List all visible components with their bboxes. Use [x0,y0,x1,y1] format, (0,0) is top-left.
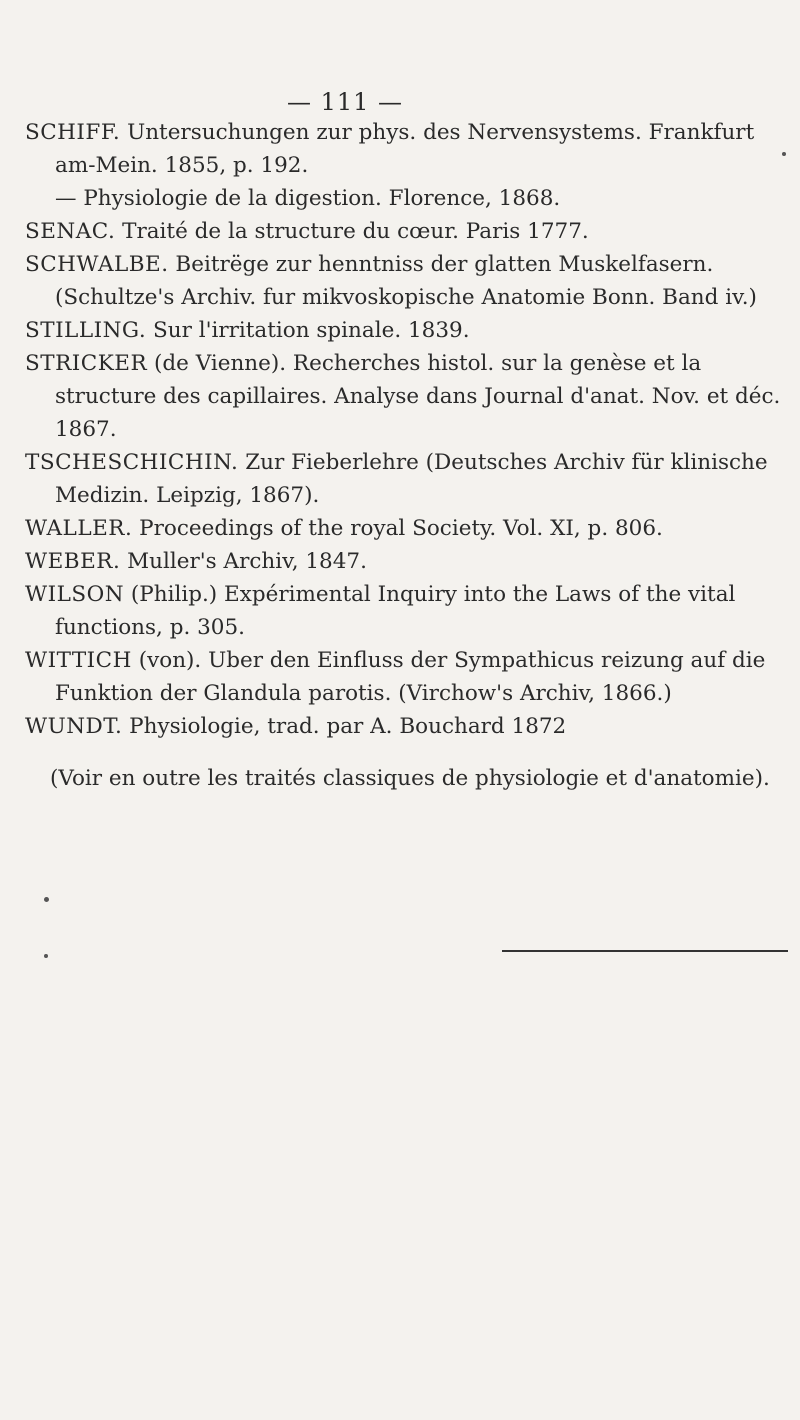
entry-author: SCHIFF. [25,120,121,145]
bibliography-entry [25,248,785,314]
entry-text: Physiologie, trad. par A. Bouchard 1872 [122,714,567,739]
entry-author: SCHWALBE. [25,252,169,277]
bibliography-entry [25,347,785,446]
entry-author: WILSON [25,582,125,607]
entry-text: (de Vienne). Recherches histol. sur la genèse et la structure des capillaires. Analyse dans Journal d'anat. Nov. et déc. 1867. [55,351,781,442]
ink-speck [44,954,48,958]
bibliography-entry-continuation [25,182,785,215]
bibliography-entry [25,446,785,512]
entry-text: (Philip.) Expérimental Inquiry into the Laws of the vital functions, p. 305. [55,582,736,640]
entry-text: Muller's Archiv, 1847. [120,549,367,574]
entry-text: Zur Fieberlehre (Deutsches Archiv für klinische Medizin. Leipzig, 1867). [55,450,768,508]
entry-text: (von). Uber den Einfluss der Sympathicus reizung auf die Funktion der Glandula parotis. (Virchow's Archiv, 1866.) [55,648,766,706]
entry-author: WITTICH [25,648,132,673]
ink-speck [782,152,786,156]
bibliography-entry [25,644,785,710]
bibliography-entry [25,314,785,347]
bibliography-list [25,116,785,743]
entry-author: TSCHESCHICHIN. [25,450,239,475]
ink-speck [44,897,49,902]
entry-author: WALLER. [25,516,133,541]
bibliography-entry [25,710,785,743]
closing-note: (Voir en outre les traités classiques de physiologie et d'anatomie). [50,766,770,791]
entry-author: STRICKER [25,351,148,376]
entry-text: Beitrëge zur henntniss der glatten Muskelfasern. (Schultze's Archiv. fur mikvoskopische Anatomie Bonn. Band iv.) [55,252,757,310]
entry-text: Proceedings of the royal Society. Vol. XI, p. 806. [132,516,663,541]
bibliography-entry [25,215,785,248]
horizontal-rule [502,950,788,952]
bibliography-entry [25,116,785,182]
bibliography-entry [25,578,785,644]
entry-text: Untersuchungen zur phys. des Nervensystems. Frankfurt am-Mein. 1855, p. 192. [55,120,755,178]
entry-author: STILLING. [25,318,147,343]
entry-author: SENAC. [25,219,116,244]
bibliography-entry [25,545,785,578]
entry-author: WEBER. [25,549,121,574]
entry-author: WUNDT. [25,714,123,739]
page-number: — 111 — [286,88,404,116]
entry-text: Traité de la structure du cœur. Paris 1777. [115,219,589,244]
entry-text: — Physiologie de la digestion. Florence, 1868. [55,186,561,211]
entry-text: Sur l'irritation spinale. 1839. [146,318,470,343]
bibliography-entry [25,512,785,545]
